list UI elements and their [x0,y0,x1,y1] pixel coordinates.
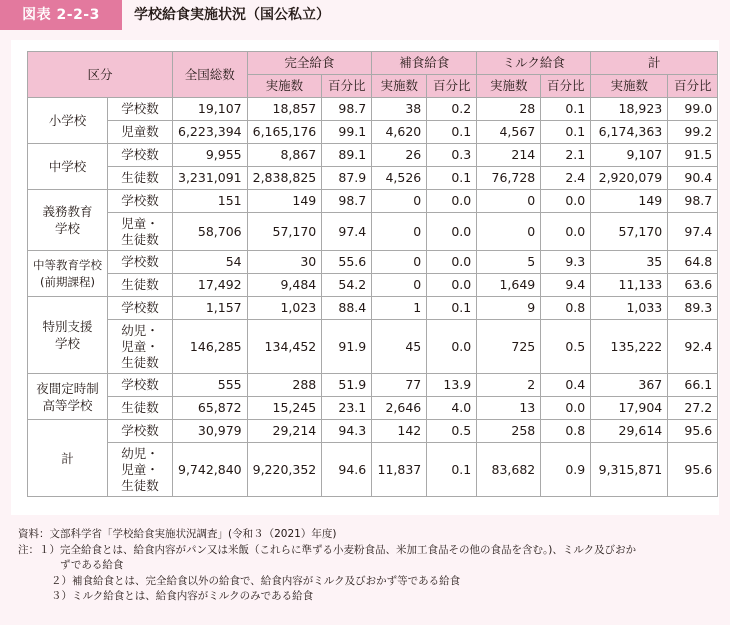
category-cell [28,251,108,297]
value-cell: 149 [247,190,322,213]
category-cell: 中学校 [28,144,108,190]
value-cell: 0.0 [427,190,477,213]
value-cell: 146,285 [173,320,248,374]
value-cell: 1,023 [247,297,322,320]
source-note: 資料：文部科学省「学校給食実施状況調査」(令和３（2021）年度) [18,528,337,540]
subheader-pct: 百分比 [322,75,372,98]
header-national-total: 全国総数 [173,52,248,98]
table-row [28,274,718,297]
value-cell: 13 [477,397,541,420]
category-line: 義務教育 [42,204,93,219]
value-cell: 90.4 [668,167,718,190]
table-row [28,213,718,251]
value-cell: 13.9 [427,374,477,397]
value-cell: 1,033 [591,297,668,320]
category-line: 学校 [54,221,80,236]
value-cell: 0.0 [427,251,477,274]
value-cell: 134,452 [247,320,322,374]
subcategory-line: 生徒数 [121,231,159,247]
value-cell: 17,904 [591,397,668,420]
figure-number-badge: 図表 2-2-3 [0,0,122,30]
subcategory-line: 児童・ [121,215,159,231]
value-cell: 98.7 [322,190,372,213]
category-cell [28,190,108,251]
value-cell: 0.0 [427,213,477,251]
category-cell [28,374,108,420]
value-cell: 4,526 [372,167,427,190]
value-cell: 58,706 [173,213,248,251]
value-cell: 0.4 [541,374,591,397]
value-cell: 258 [477,420,541,443]
value-cell: 26 [372,144,427,167]
value-cell: 0.1 [427,297,477,320]
table-row [28,121,718,144]
value-cell: 0.5 [427,420,477,443]
subheader-jisshi: 実施数 [477,75,541,98]
value-cell: 0.0 [541,213,591,251]
subcategory-line: 生徒数 [121,354,159,370]
value-cell: 6,165,176 [247,121,322,144]
value-cell: 18,923 [591,98,668,121]
value-cell: 4,620 [372,121,427,144]
value-cell: 64.8 [668,251,718,274]
value-cell: 28 [477,98,541,121]
table-row [28,98,718,121]
header-kei: 計 [591,52,718,75]
note-1: 注：１）完全給食とは、給食内容がパン又は米飯（これらに準ずる小麦粉食品、米加工食品その他の食品を含む。)、ミルク及びおか [18,543,637,556]
header-milk: ミルク給食 [477,52,591,75]
value-cell: 91.9 [322,320,372,374]
value-cell: 0 [372,190,427,213]
value-cell: 151 [173,190,248,213]
value-cell: 6,223,394 [173,121,248,144]
value-cell: 89.1 [322,144,372,167]
value-cell: 83,682 [477,443,541,497]
subcategory-line: 幼児・ [121,445,159,461]
value-cell: 99.1 [322,121,372,144]
note-1-continued: ずである給食 [60,559,124,571]
subheader-jisshi: 実施数 [591,75,668,98]
value-cell: 5 [477,251,541,274]
value-cell: 8,867 [247,144,322,167]
value-cell: 11,133 [591,274,668,297]
value-cell: 1,157 [173,297,248,320]
value-cell: 555 [173,374,248,397]
value-cell: 95.6 [668,420,718,443]
value-cell: 0 [477,190,541,213]
subcategory-cell: 学校数 [108,420,173,443]
header-hosoku: 補食給食 [372,52,477,75]
value-cell: 0 [372,213,427,251]
value-cell: 725 [477,320,541,374]
value-cell: 65,872 [173,397,248,420]
value-cell: 17,492 [173,274,248,297]
value-cell: 149 [591,190,668,213]
value-cell: 9,955 [173,144,248,167]
category-line: 学校 [54,336,80,351]
value-cell: 92.4 [668,320,718,374]
subcategory-line: 幼児・ [121,322,159,338]
category-cell [28,297,108,374]
table-row [28,167,718,190]
value-cell: 0.8 [541,420,591,443]
value-cell: 88.4 [322,297,372,320]
table-row [28,320,718,374]
subcategory-cell: 学校数 [108,98,173,121]
header-kubun: 区分 [28,52,173,98]
value-cell: 142 [372,420,427,443]
table-row [28,297,718,320]
value-cell: 0.1 [427,121,477,144]
value-cell: 2.1 [541,144,591,167]
value-cell: 19,107 [173,98,248,121]
value-cell: 288 [247,374,322,397]
category-line: 夜間定時制 [36,380,99,396]
note-2: ２）補食給食とは、完全給食以外の給食で、給食内容がミルク及びおかず等である給食 [51,574,461,587]
value-cell: 1,649 [477,274,541,297]
subcategory-cell [108,320,173,374]
value-cell: 51.9 [322,374,372,397]
value-cell: 9,315,871 [591,443,668,497]
subcategory-cell [108,213,173,251]
value-cell: 54 [173,251,248,274]
value-cell: 30 [247,251,322,274]
category-line: 高等学校 [42,397,93,413]
subheader-pct: 百分比 [668,75,718,98]
value-cell: 2,646 [372,397,427,420]
value-cell: 55.6 [322,251,372,274]
value-cell: 15,245 [247,397,322,420]
value-cell: 0.0 [541,190,591,213]
value-cell: 4,567 [477,121,541,144]
subcategory-cell: 学校数 [108,251,173,274]
value-cell: 0.2 [427,98,477,121]
category-line: 中等教育学校 [33,257,102,272]
note-3: ３）ミルク給食とは、給食内容がミルクのみである給食 [51,590,314,602]
value-cell: 0 [477,213,541,251]
subcategory-cell: 生徒数 [108,274,173,297]
value-cell: 9,220,352 [247,443,322,497]
subcategory-cell: 児童数 [108,121,173,144]
value-cell: 63.6 [668,274,718,297]
value-cell: 0.5 [541,320,591,374]
subheader-pct: 百分比 [541,75,591,98]
subcategory-cell: 学校数 [108,144,173,167]
value-cell: 9,742,840 [173,443,248,497]
value-cell: 66.1 [668,374,718,397]
category-cell: 計 [28,420,108,497]
value-cell: 23.1 [322,397,372,420]
value-cell: 367 [591,374,668,397]
table-row [28,443,718,497]
value-cell: 2 [477,374,541,397]
value-cell: 29,614 [591,420,668,443]
value-cell: 3,231,091 [173,167,248,190]
value-cell: 29,214 [247,420,322,443]
value-cell: 99.2 [668,121,718,144]
value-cell: 6,174,363 [591,121,668,144]
value-cell: 0.9 [541,443,591,497]
value-cell: 91.5 [668,144,718,167]
subcategory-cell: 学校数 [108,374,173,397]
value-cell: 0.0 [427,320,477,374]
value-cell: 0.1 [427,443,477,497]
value-cell: 98.7 [668,190,718,213]
subcategory-cell: 学校数 [108,297,173,320]
table-row [28,397,718,420]
value-cell: 98.7 [322,98,372,121]
value-cell: 38 [372,98,427,121]
figure-header [0,0,730,30]
value-cell: 95.6 [668,443,718,497]
subcategory-cell: 生徒数 [108,397,173,420]
subcategory-line: 生徒数 [121,477,159,493]
value-cell: 30,979 [173,420,248,443]
value-cell: 9.4 [541,274,591,297]
value-cell: 87.9 [322,167,372,190]
value-cell: 27.2 [668,397,718,420]
value-cell: 9,484 [247,274,322,297]
value-cell: 1 [372,297,427,320]
table-row [28,420,718,443]
value-cell: 9 [477,297,541,320]
value-cell: 0 [372,274,427,297]
value-cell: 45 [372,320,427,374]
value-cell: 54.2 [322,274,372,297]
value-cell: 35 [591,251,668,274]
subheader-jisshi: 実施数 [247,75,322,98]
value-cell: 0.8 [541,297,591,320]
subcategory-cell: 生徒数 [108,167,173,190]
value-cell: 2,838,825 [247,167,322,190]
subheader-pct: 百分比 [427,75,477,98]
value-cell: 57,170 [247,213,322,251]
value-cell: 94.6 [322,443,372,497]
category-cell: 小学校 [28,98,108,144]
table-row [28,374,718,397]
value-cell: 214 [477,144,541,167]
value-cell: 0 [372,251,427,274]
value-cell: 4.0 [427,397,477,420]
value-cell: 76,728 [477,167,541,190]
value-cell: 0.1 [427,167,477,190]
table-row [28,144,718,167]
subheader-jisshi: 実施数 [372,75,427,98]
value-cell: 0.0 [541,397,591,420]
value-cell: 18,857 [247,98,322,121]
value-cell: 89.3 [668,297,718,320]
figure-title: 学校給食実施状況（国公私立） [134,7,330,23]
header-kanzen: 完全給食 [247,52,372,75]
category-line: (前期課程) [40,274,95,289]
subcategory-cell [108,443,173,497]
value-cell: 0.3 [427,144,477,167]
value-cell: 0.0 [427,274,477,297]
category-line: 特別支援 [42,319,93,334]
subcategory-cell: 学校数 [108,190,173,213]
table-row [28,251,718,274]
subcategory-line: 児童・ [121,461,159,477]
subcategory-line: 児童・ [121,338,159,354]
value-cell: 9.3 [541,251,591,274]
value-cell: 94.3 [322,420,372,443]
value-cell: 0.1 [541,98,591,121]
figure-notes [18,527,718,605]
value-cell: 97.4 [322,213,372,251]
value-cell: 99.0 [668,98,718,121]
value-cell: 0.1 [541,121,591,144]
table-row [28,190,718,213]
value-cell: 9,107 [591,144,668,167]
value-cell: 2.4 [541,167,591,190]
value-cell: 2,920,079 [591,167,668,190]
value-cell: 57,170 [591,213,668,251]
value-cell: 97.4 [668,213,718,251]
value-cell: 77 [372,374,427,397]
value-cell: 135,222 [591,320,668,374]
school-lunch-table [27,51,718,497]
value-cell: 11,837 [372,443,427,497]
